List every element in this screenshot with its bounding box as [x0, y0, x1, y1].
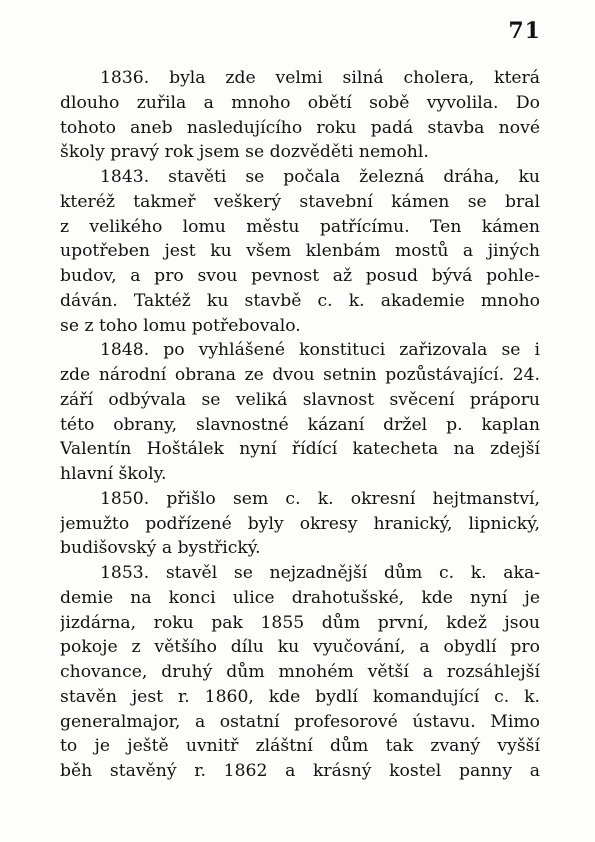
- text-line: 1853. stavěl se nejzadnější dům c. k. aka-: [100, 563, 540, 583]
- text-line: 1843. stavěti se počala železná dráha, ku: [100, 167, 540, 187]
- text-line: 1836. byla zde velmi silná cholera, která: [100, 68, 540, 88]
- text-line: dáván. Taktéž ku stavbě c. k. akademie mnoho: [60, 290, 540, 311]
- text-line: budišovský a bystřický.: [60, 538, 261, 559]
- text-line: zde národní obrana ze dvou setnin pozůstávající. 24.: [60, 365, 540, 385]
- text-line: stavěn jest r. 1860, kde bydlí komandující c. k.: [60, 686, 540, 707]
- text-line: demie na konci ulice drahotušské, kde nyní je: [60, 587, 540, 608]
- text-line: běh stavěný r. 1862 a krásný kostel panny a: [60, 761, 540, 781]
- text-line: 1848. po vyhlášené konstituci zařizovala se i: [100, 340, 540, 361]
- text-line: pokoje z většího dílu ku vyučování, a obydlí pro: [60, 637, 540, 658]
- text-line: kteréž takmeř veškerý stavební kámen se bral: [60, 191, 540, 212]
- text-line: chovance, druhý dům mnohém větší a rozsáhlejší: [60, 662, 540, 682]
- text-line: to je ještě uvnitř zláštní dům tak zvaný vyšší: [60, 736, 540, 757]
- text-line: budov, a pro svou pevnost až posud bývá pohle-: [60, 266, 540, 286]
- text-line: jizdárna, roku pak 1855 dům první, kdež jsou: [60, 612, 540, 633]
- text-line: 1850. přišlo sem c. k. okresní hejtmanství,: [100, 488, 540, 509]
- text-line: školy pravý rok jsem se dozvěděti nemohl.: [60, 142, 429, 163]
- text-line: z velikého lomu městu patřícímu. Ten kámen: [60, 216, 540, 237]
- text-line: se z toho lomu potřebovalo.: [60, 315, 301, 336]
- text-line: jemužto podřízené byly okresy hranický, lipnický,: [60, 513, 540, 534]
- text-line: dlouho zuřila a mnoho obětí sobě vyvolila. Do: [60, 92, 540, 113]
- text-line: tohoto aneb nasledujícího roku padá stavba nové: [60, 117, 540, 138]
- text-line: Valentín Hoštálek nyní řídící katecheta na zdejší: [60, 439, 540, 460]
- body-text: [60, 66, 540, 784]
- text-line: generalmajor, a ostatní profesorové ústavu. Mimo: [60, 711, 540, 732]
- text-line: upotřeben jest ku všem klenbám mostů a jiných: [60, 241, 540, 262]
- text-line: září odbývala se veliká slavnost svěcení práporu: [60, 389, 540, 410]
- page-number: 71: [508, 18, 541, 44]
- text-line: této obrany, slavnostné kázaní držel p. kaplan: [60, 414, 540, 435]
- text-line: hlavní školy.: [60, 464, 167, 484]
